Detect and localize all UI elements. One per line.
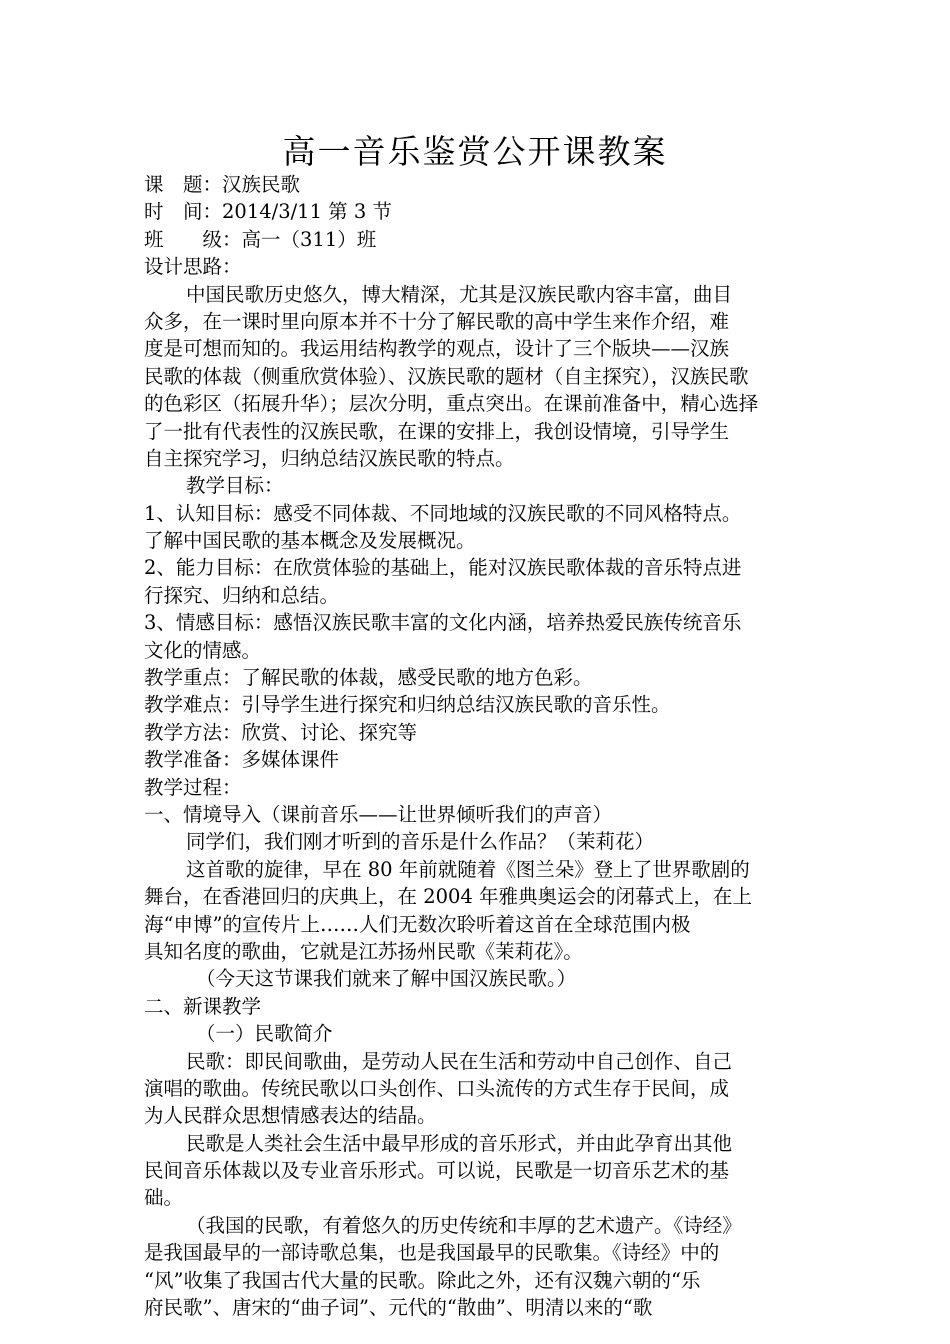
text-line: 了解中国民歌的基本概念及发展概况。 (144, 529, 476, 553)
text-line: 2、能力目标：在欣赏体验的基础上，能对汉族民歌体裁的音乐特点进 (144, 556, 742, 580)
text-line-class: 班 级：高一（311）班 (144, 227, 377, 251)
document-title: 高一音乐鉴赏公开课教案 (282, 132, 668, 171)
text-line: 中国民歌历史悠久，博大精深，尤其是汉族民歌内容丰富，曲目 (186, 282, 733, 306)
text-line: 是我国最早的一部诗歌总集，也是我国最早的民歌集。《诗经》中的 (144, 1241, 720, 1265)
text-line: 舞台，在香港回归的庆典上，在 2004 年雅典奥运会的闭幕式上，在上 (144, 885, 753, 909)
text-line: 行探究、归纳和总结。 (144, 583, 340, 607)
text-line: 3、情感目标：感悟汉族民歌丰富的文化内涵，培养热爱民族传统音乐 (144, 611, 742, 635)
text-line: 民歌是人类社会生活中最早形成的音乐形式，并由此孕育出其他 (186, 1131, 733, 1155)
text-line-subsection-1: （一）民歌简介 (196, 1022, 333, 1046)
text-line: 海“申博”的宣传片上……人们无数次聆听着这首在全球范围内极 (144, 912, 691, 936)
text-line: 民歌的体裁（侧重欣赏体验）、汉族民歌的题材（自主探究），汉族民歌 (144, 364, 749, 388)
text-line: 这首歌的旋律，早在 80 年前就随着《图兰朵》登上了世界歌剧的 (186, 857, 750, 881)
text-line-difficulties: 教学难点：引导学生进行探究和归纳总结汉族民歌的音乐性。 (144, 693, 671, 717)
text-line-topic: 课 题：汉族民歌 (144, 173, 301, 196)
text-line-time: 时 间：2014/3/11 第 3 节 (144, 200, 392, 224)
text-line: 同学们，我们刚才听到的音乐是什么作品？（茉莉花） (186, 830, 655, 854)
text-line: 具知名度的歌曲，它就是江苏扬州民歌《茉莉花》。 (144, 939, 583, 963)
text-line-design-heading: 设计思路： (144, 255, 242, 279)
text-line: （我国的民歌，有着悠久的历史传统和丰厚的艺术遗产。《诗经》 (186, 1213, 742, 1237)
text-line-methods: 教学方法：欣赏、讨论、探究等 (144, 720, 418, 744)
text-line: 为人民群众思想情感表达的结晶。 (144, 1104, 437, 1128)
text-line: 府民歌”、唐宋的“曲子词”、元代的“散曲”、明清以来的“歌 (144, 1296, 653, 1320)
text-line: 础。 (144, 1186, 184, 1210)
text-line: 演唱的歌曲。传统民歌以口头创作、口头流传的方式生存于民间，成 (144, 1076, 730, 1100)
document-body (144, 171, 809, 1321)
text-line: 民歌：即民间歌曲，是劳动人民在生活和劳动中自己创作、自己 (186, 1049, 733, 1073)
text-line-objectives-heading: 教学目标： (186, 474, 284, 498)
text-line-key-points: 教学重点：了解民歌的体裁，感受民歌的地方色彩。 (144, 666, 593, 690)
text-line-section-1: 一、情境导入（课前音乐——让世界倾听我们的声音） (144, 802, 613, 826)
text-line: 了一批有代表性的汉族民歌，在课的安排上，我创设情境，引导学生 (144, 419, 730, 443)
text-line-preparation: 教学准备：多媒体课件 (144, 748, 340, 772)
text-line-process-heading: 教学过程： (144, 775, 242, 799)
text-line: 众多，在一课时里向原本并不十分了解民歌的高中学生来作介绍，难 (144, 309, 730, 333)
text-line: 文化的情感。 (144, 638, 262, 662)
text-line: 自主探究学习，归纳总结汉族民歌的特点。 (144, 446, 515, 470)
text-line: （今天这节课我们就来了解中国汉族民歌。） (196, 967, 577, 991)
text-line: “风”收集了我国古代大量的民歌。除此之外，还有汉魏六朝的“乐 (144, 1268, 701, 1292)
text-line-section-2: 二、新课教学 (144, 994, 262, 1018)
text-line: 1、认知目标：感受不同体裁、不同地域的汉族民歌的不同风格特点。 (144, 501, 742, 525)
text-line: 度是可想而知的。我运用结构教学的观点，设计了三个版块——汉族 (144, 337, 730, 361)
text-line: 的色彩区（拓展升华）；层次分明，重点突出。在课前准备中，精心选择 (144, 392, 759, 416)
text-line: 民间音乐体裁以及专业音乐形式。可以说，民歌是一切音乐艺术的基 (144, 1159, 730, 1183)
